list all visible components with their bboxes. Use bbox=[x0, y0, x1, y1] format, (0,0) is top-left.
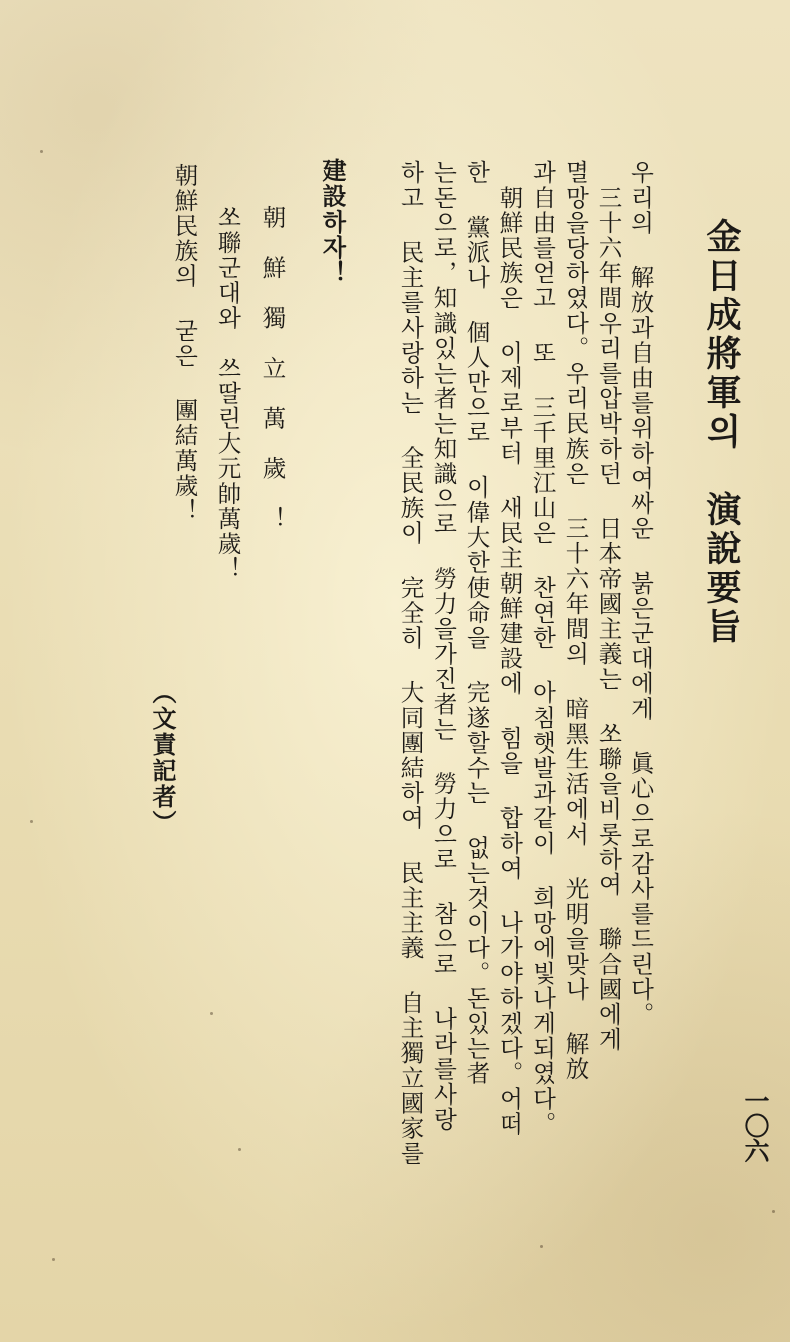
body-line-4: 과自由를얻고 또 三千里江山은 찬연한 아침햇발과같이 희망에빛나게되였다。 bbox=[528, 160, 557, 1137]
page-number: 一〇六 bbox=[741, 1088, 770, 1163]
attribution: （文責記者） bbox=[148, 680, 177, 836]
paper-speck bbox=[40, 150, 43, 153]
paper-speck bbox=[540, 1245, 543, 1248]
body-line-8: 하고 民主를사랑하는 全民族이 完全히 大同團結하여 民主主義 自主獨立國家를 bbox=[396, 160, 425, 1166]
paper-speck bbox=[210, 1012, 213, 1015]
slogan-3: 朝鮮民族의 굳은 團結萬歲！ bbox=[170, 163, 199, 524]
paper-speck bbox=[30, 820, 33, 823]
slogan-2: 쏘聯군대와 쓰딸린大元帥萬歲！ bbox=[213, 205, 242, 582]
body-line-6: 한 黨派나 個人만으로 이偉大한使命을 完遂할수는 없는것이다。돈있는者 bbox=[462, 160, 491, 1087]
paper-speck bbox=[772, 1210, 775, 1213]
body-line-7: 는돈으로，知識있는者는知識으로 勞力을가진者는 勞力으로 참으로 나라를사랑 bbox=[429, 160, 458, 1132]
paper-speck bbox=[238, 1148, 241, 1151]
body-line-5: 朝鮮民族은 이제로부터 새民主朝鮮建設에 힘을 합하여 나가야하겠다。어떠 bbox=[495, 160, 524, 1137]
body-line-1: 우리의 解放과自由를위하여싸운 붉은군대에게 眞心으로감사를드린다。 bbox=[626, 160, 655, 1027]
body-line-3: 멸망을당하였다。우리民族은 三十六年間의 暗黑生活에서 光明을맞나 解放 bbox=[561, 160, 590, 1082]
slogan-1: 朝 鮮 獨 立 萬 歲 ！ bbox=[258, 205, 287, 532]
page-title: 金日成將軍의 演說要旨 bbox=[701, 218, 742, 647]
body-line-9: 建設하자！ bbox=[318, 158, 347, 286]
body-line-2: 三十六年間우리를압박하던 日本帝國主義는 쏘聯을비롯하여 聯合國에게 bbox=[594, 160, 623, 1052]
paper-speck bbox=[52, 1258, 55, 1261]
